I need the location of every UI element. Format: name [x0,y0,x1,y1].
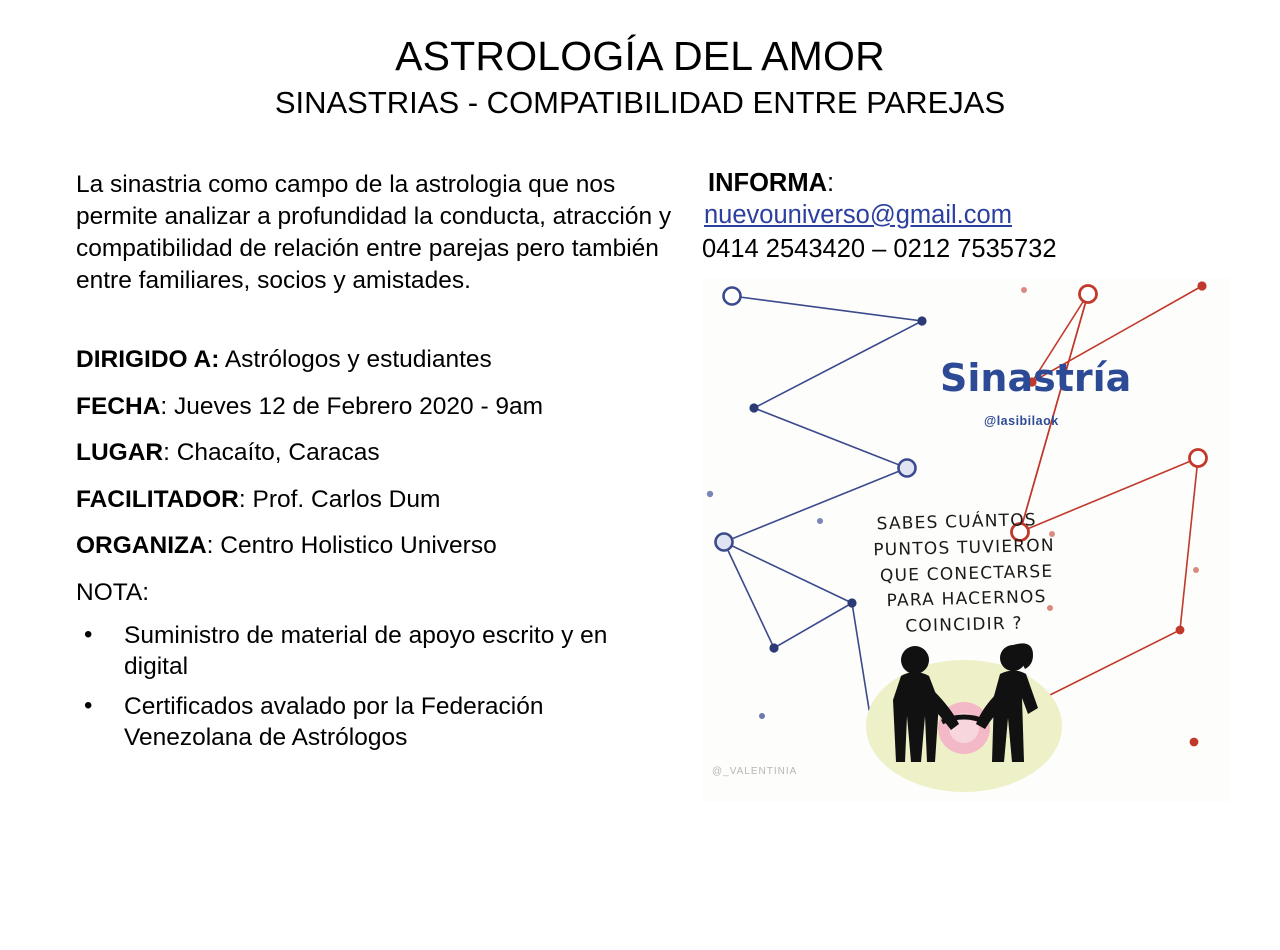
detail-value-facilitador: : Prof. Carlos Dum [238,485,441,513]
detail-row-fecha [76,389,676,425]
handwritten-line-1: SABES CUÁNTOS [876,510,1038,535]
red-constellation-lines [1020,286,1202,704]
detail-label-fecha: FECHA [76,392,161,420]
detail-row-organiza [76,528,676,564]
handwritten-question [873,508,1057,642]
note-bullet-list [76,621,676,753]
page-title: ASTROLOGÍA DEL AMOR [395,33,885,79]
page-subtitle: SINASTRIAS - COMPATIBILIDAD ENTRE PAREJAS [274,85,1006,121]
note-label: NOTA: [76,578,150,606]
content-area [0,121,1280,802]
handwritten-line-2: PUNTOS TUVIERON [873,535,1056,561]
informa-colon: : [826,168,835,197]
detail-value-fecha: : Jueves 12 de Febrero 2020 - 9am [160,392,544,420]
left-column [76,169,676,763]
detail-value-lugar: : Chacaíto, Caracas [163,439,380,467]
handwritten-line-5: COINCIDIR ? [905,613,1023,637]
detail-row-dirigido [76,342,676,378]
informa-label: INFORMA [708,168,827,197]
handwritten-line-3: QUE CONECTARSE [879,561,1054,586]
illustration-title: Sinastría [940,355,1132,400]
intro-paragraph: La sinastria como campo de la astrologia que nos permite analizar a profundidad la conducta, atracción y compatibilidad de relación entre parejas pero también entre familiares, socios y amistades. [76,170,672,294]
illustration-handle: @lasibilaok [984,413,1059,428]
detail-label-lugar: LUGAR [76,439,164,467]
sinastria-illustration [702,278,1230,802]
detail-label-organiza: ORGANIZA [76,532,207,560]
detail-label-dirigido: DIRIGIDO A: [76,346,220,374]
list-item: • Certificados avalado por la Federación Venezolana de Astrólogos [76,692,676,754]
detail-row-lugar [76,435,676,471]
phone-numbers: 0414 2543420 – 0212 7535732 [702,234,1057,263]
title-block [0,0,1280,121]
detail-label-facilitador: FACILITADOR [76,485,239,513]
list-item: • Suministro de material de apoyo escrito y en digital [76,621,676,683]
right-column [702,169,1262,802]
handwritten-line-4: PARA HACERNOS [886,587,1047,612]
artist-signature: @_VALENTINIA [712,765,798,777]
blue-constellation-nodes [707,287,927,732]
detail-value-dirigido: Astrólogos y estudiantes [219,346,492,374]
detail-value-organiza: : Centro Holistico Universo [206,532,497,560]
email-link[interactable]: nuevouniverso@gmail.com [704,200,1012,229]
detail-row-facilitador [76,482,676,518]
event-details [76,342,676,610]
informa-line [708,169,1262,198]
